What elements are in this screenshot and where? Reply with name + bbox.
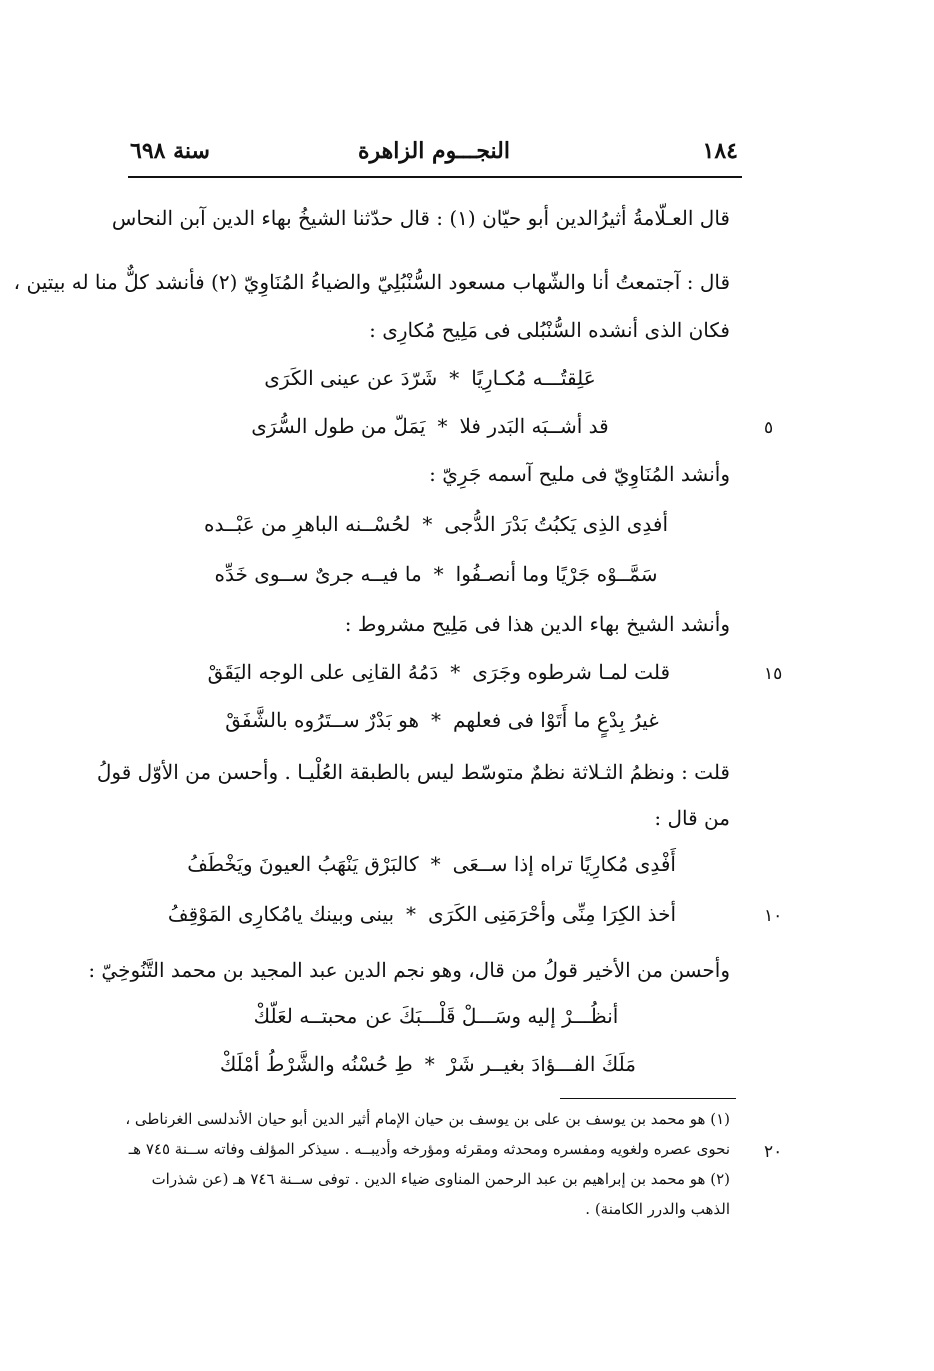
line-number: ١٥ (764, 664, 783, 684)
verse-line (219, 1052, 636, 1076)
page-number: ١٨٤ (702, 138, 738, 164)
verse-line (214, 708, 670, 732)
verse-line (207, 660, 670, 684)
verse-separator: * (437, 414, 448, 438)
verse-separator: * (431, 708, 441, 732)
running-header (130, 138, 738, 174)
verse-line (236, 1004, 636, 1028)
verse-hemistich-first: غيرُ بِدْعٍ ما أَتَوْا فى فعلهم (453, 708, 659, 732)
prose-line: من قال : (654, 806, 730, 830)
verse-hemistich-first: قلت لمـا شرطوه وجَرَى (472, 660, 670, 684)
prose-line: وأحسن من الأخير قولُ من قال، وهو نجم الدين عبد المجيد بن محمد التَّنُوخِيّ : (88, 958, 730, 982)
verse-line (196, 562, 676, 586)
verse-hemistich-first: قد أشــبَه البَدر فلا (459, 414, 609, 438)
verse-line (167, 902, 676, 926)
verse-hemistich-second: هو بَدْرٌ ســتَرُوه بالشَّفَقْ (225, 708, 419, 732)
verse-hemistich-second: ما فيــه جرىٌ ســوى خَدِّه (214, 562, 422, 586)
verse-hemistich-second: يَمَلّ من طول السُّرَى (251, 414, 426, 438)
book-title: النجـــوم الزاهرة (358, 138, 510, 164)
verse-hemistich-first: أنظُـــرْ إليه وسَـــلْ قَلْـــبَكَ عن (365, 1004, 619, 1028)
verse-separator: * (406, 902, 417, 926)
verse-separator: * (422, 512, 433, 536)
line-number: ٢٠ (764, 1142, 783, 1162)
verse-hemistich-second: لحُسْــنه الباهرِ من عَبْــده (203, 512, 411, 536)
verse-hemistich-first: أفدِى الذِى يَكبُتُ بَدْرَ الدُّجى (444, 512, 669, 536)
verse-hemistich-first: سَمَّــوْه جَرْيًا وما أنصـفُوا (455, 562, 658, 586)
prose-line: وأنشد الشيخ بهاء الدين هذا فى مَلِيح مشروط : (344, 612, 730, 636)
footnote-line: (١) هو محمد بن يوسف بن على بن يوسف بن حيان الإمام أثير الدين أبو حيان الأندلسى الغرناطى ، (125, 1110, 730, 1128)
verse-line (240, 366, 620, 390)
verse-hemistich-second: طِ حُسْنُه والشَّرْطُ أمْلَكْ (219, 1052, 413, 1076)
prose-line: قال : آجتمعتُ أنا والشّهاب مسعود السُّنْبُلِيّ والضياءُ المُنَاوِيّ (٢) فأنشد كلٌّ منا له بيتين ، (13, 270, 730, 294)
footnote-line: نحوى عصره ولغويه ومفسره ومحدثه ومقرئه ومؤرخه وأديبــه . سيذكر المؤلف وفاته ســنة ٧٤٥ هـ (128, 1140, 730, 1158)
prose-line: قلت : ونظمُ الثـلاثة نظمٌ متوسّط ليس بالطبقة العُلْيـا . وأحسن من الأوّل قولُ (96, 760, 730, 784)
prose-line: فكان الذى أنشده السُّنْبُلى فى مَلِيح مُكارِى : (369, 318, 730, 342)
line-number: ١٠ (764, 906, 783, 926)
verse-hemistich-first: أَفْدِى مُكارِيًا تراه إذا ســعَى (452, 852, 676, 876)
verse-separator: * (450, 660, 461, 684)
footnote-rule (560, 1098, 736, 1099)
verse-separator: * (449, 366, 460, 390)
verse-hemistich-first: مَلَكَ الفـــؤادَ بغيــر شَرْ (446, 1052, 636, 1076)
line-number: ٥ (764, 418, 774, 438)
verse-hemistich-second: كالبَرْق يَنْهَبُ العيونَ ويَخْطَفُ (187, 852, 419, 876)
footnote-line: (٢) هو محمد بن إبراهيم بن عبد الرحمن المناوى ضياء الدين . توفى ســنة ٧٤٦ هـ (عن شذرات (151, 1170, 730, 1188)
verse-line (187, 852, 676, 876)
verse-hemistich-second: محبتــه لعَلّكْ (253, 1004, 358, 1028)
verse-separator: * (430, 852, 441, 876)
verse-separator: * (424, 1052, 435, 1076)
verse-line (196, 512, 676, 536)
verse-line (240, 414, 620, 438)
header-rule (128, 176, 742, 178)
prose-line: وأنشد المُنَاوِيّ فى مليح آسمه جَرِيّ : (429, 462, 730, 486)
verse-separator: * (433, 562, 444, 586)
verse-hemistich-first: عَلِقتُـــه مُكـارِيًا (471, 366, 596, 390)
footnote-line: الذهب والدرر الكامنة) . (585, 1200, 730, 1218)
verse-hemistich-second: شَرّدَ عن عينى الكَرَى (264, 366, 438, 390)
year-label: سنة ٦٩٨ (130, 138, 210, 164)
verse-hemistich-second: دَمُهُ القانِى على الوجه اليَقَقْ (207, 660, 439, 684)
prose-line: قال العـلّامةُ أثيرُالدين أبو حيّان (١) : قال حدّثنا الشيخُ بهاء الدين آبن النحاس (111, 206, 730, 230)
verse-hemistich-first: أخذ الكِرَا مِنِّى وأحْرَمَنِى الكَرَى (428, 902, 676, 926)
verse-hemistich-second: بينى وبينك يامُكارِى المَوْقِفُ (167, 902, 395, 926)
